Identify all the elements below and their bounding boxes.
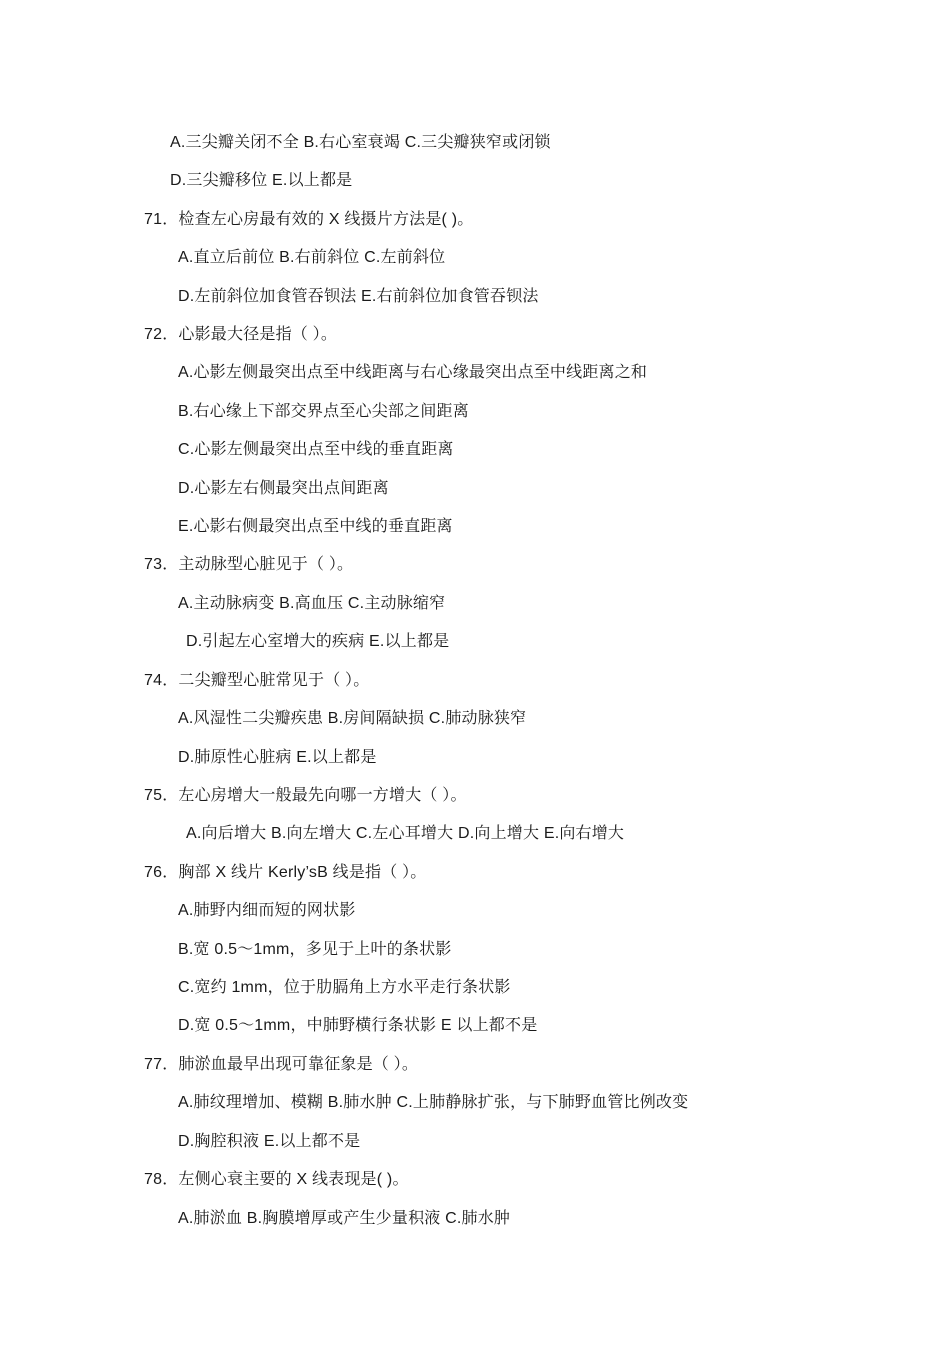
q74-options-line-2: D.肺原性心脏病 E.以上都是 [178,749,377,766]
q73-options-line-1: A.主动脉病变 B.高血压 C.主动脉缩窄 [178,595,446,612]
q70-options-line-2: D.三尖瓣移位 E.以上都是 [170,172,353,189]
q70-options-line-1: A.三尖瓣关闭不全 B.右心室衰竭 C.三尖瓣狭窄或闭锁 [170,134,551,151]
question-76: 76．胸部 X 线片 Kerly’sB 线是指（ ）。 [144,864,427,881]
q78-options-line-1: A.肺淤血 B.胸膜增厚或产生少量积液 C.肺水肿 [178,1210,511,1227]
question-71: 71．检查左心房最有效的 X 线摄片方法是( )。 [144,211,474,228]
q73-options-line-2: D.引起左心室增大的疾病 E.以上都是 [186,633,450,650]
question-78: 78．左侧心衰主要的 X 线表现是( )。 [144,1171,409,1188]
q72-option-e: E.心影右侧最突出点至中线的垂直距离 [178,518,453,535]
question-77: 77．肺淤血最早出现可靠征象是（ ）。 [144,1056,419,1073]
q72-option-b: B.右心缘上下部交界点至心尖部之间距离 [178,403,469,420]
q72-option-d: D.心影左右侧最突出点间距离 [178,480,389,497]
q75-options-line-1: A.向后增大 B.向左增大 C.左心耳增大 D.向上增大 E.向右增大 [186,825,625,842]
q72-option-a: A.心影左侧最突出点至中线距离与右心缘最突出点至中线距离之和 [178,364,648,381]
q72-option-c: C.心影左侧最突出点至中线的垂直距离 [178,441,454,458]
q74-options-line-1: A.风湿性二尖瓣疾患 B.房间隔缺损 C.肺动脉狭窄 [178,710,527,727]
question-75: 75．左心房增大一般最先向哪一方增大（ ）。 [144,787,467,804]
q76-option-b: B.宽 0.5～1mm，多见于上叶的条状影 [178,941,452,958]
q71-options-line-1: A.直立后前位 B.右前斜位 C.左前斜位 [178,249,446,266]
q77-options-line-2: D.胸腔积液 E.以上都不是 [178,1133,361,1150]
question-74: 74．二尖瓣型心脏常见于（ ）。 [144,672,370,689]
q76-option-c: C.宽约 1mm，位于肋膈角上方水平走行条状影 [178,979,511,996]
q71-options-line-2: D.左前斜位加食管吞钡法 E.右前斜位加食管吞钡法 [178,288,539,305]
question-72: 72．心影最大径是指（ ）。 [144,326,338,343]
q76-option-d-e: D.宽 0.5～1mm，中肺野横行条状影 E 以上都不是 [178,1017,538,1034]
q76-option-a: A.肺野内细而短的网状影 [178,902,356,919]
question-73: 73．主动脉型心脏见于（ ）。 [144,556,354,573]
q77-options-line-1: A.肺纹理增加、模糊 B.肺水肿 C.上肺静脉扩张，与下肺野血管比例改变 [178,1094,689,1111]
